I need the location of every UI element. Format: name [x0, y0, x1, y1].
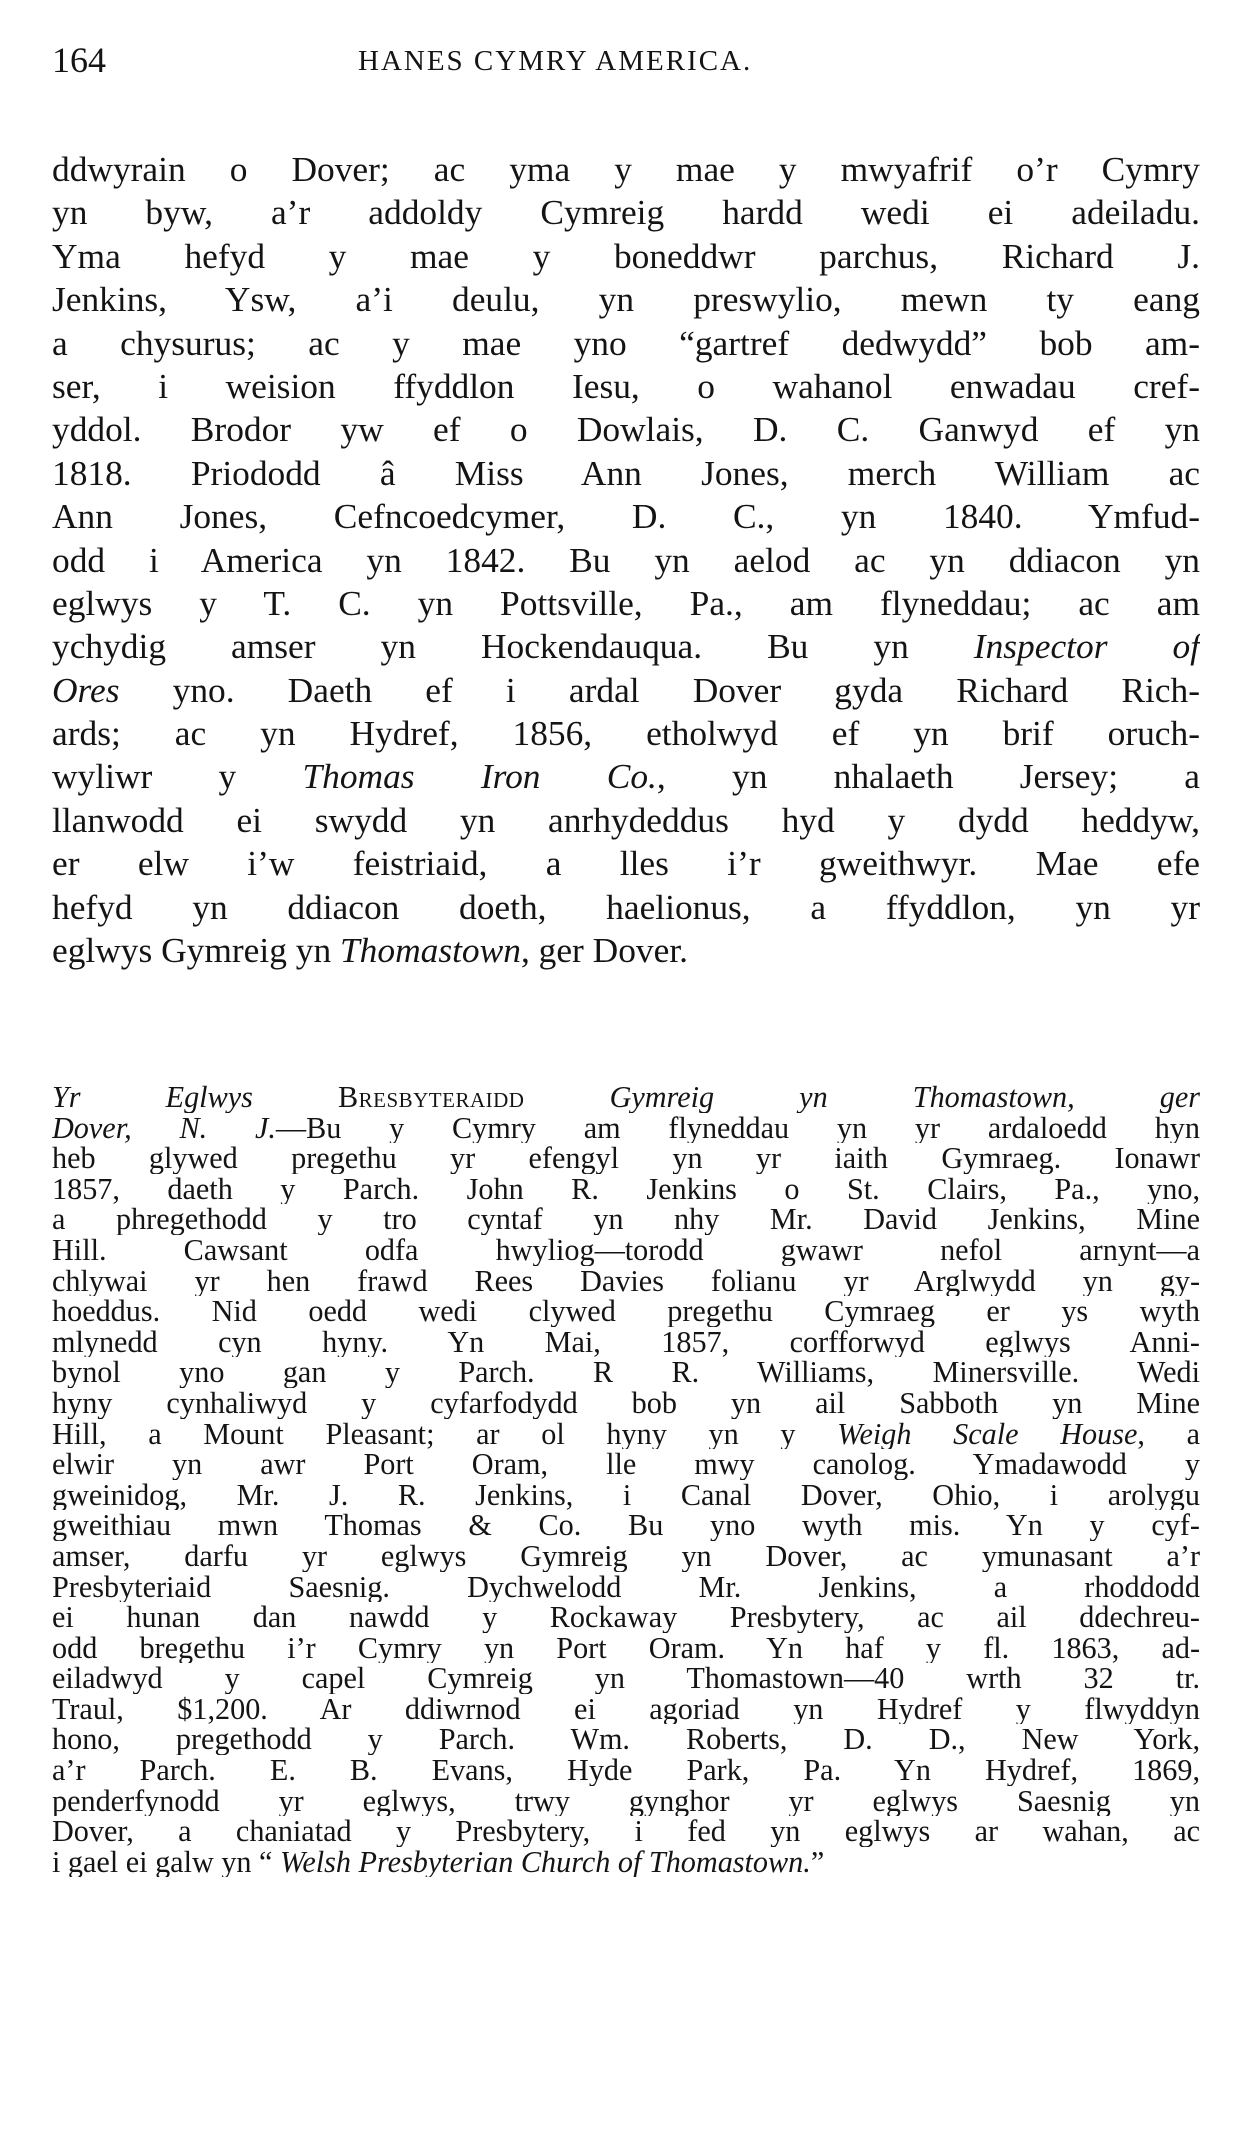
text-line: ser, i weision ffyddlon Iesu, o wahanol enwadau cref- — [52, 365, 1200, 406]
text-line — [52, 669, 1200, 712]
text-line: yddol. Brodor yw ef o Dowlais, D. C. Ganwyd ef yn — [52, 409, 1200, 450]
text-line: gweinidog, Mr. J. R. Jenkins, i Canal Dover, Ohio, i arolygu — [52, 1479, 1200, 1511]
text-line: hono, pregethodd y Parch. Wm. Roberts, D. D., New York, — [52, 1724, 1200, 1756]
text-run: ychydig amser yn Hockendauqua. Bu yn — [52, 626, 974, 667]
text-line: amser, darfu yr eglwys Gymreig yn Dover, ac ymunasant a’r — [52, 1540, 1200, 1572]
text-run: , yn nhalaeth Jersey; a — [656, 756, 1200, 797]
text-line: Hill. Cawsant odfa hwyliog—torodd gwawr nefol arnynt—a — [52, 1234, 1200, 1266]
text-line — [52, 1847, 1200, 1878]
text-line: heb glywed pregethu yr efengyl yn yr iaith Gymraeg. Ionawr — [52, 1143, 1200, 1174]
text-line: er elw i’w feistriaid, a lles i’r gweithwyr. Mae efe — [52, 843, 1200, 884]
text-line: 1857, daeth y Parch. John R. Jenkins o St. Clairs, Pa., yno, — [52, 1173, 1200, 1205]
text-line: mlynedd cyn hyny. Yn Mai, 1857, corfforwyd eglwys Anni- — [52, 1326, 1200, 1358]
text-line — [52, 625, 1200, 668]
text-line: Traul, $1,200. Ar ddiwrnod ei agoriad yn Hydref y flwyddyn — [52, 1693, 1200, 1725]
italic-term: Yr Eglwys — [52, 1082, 253, 1113]
main-paragraph — [52, 148, 1200, 972]
text-line: chlywai yr hen frawd Rees Davies folianu yr Arglwydd yn gy- — [52, 1265, 1200, 1297]
text-line: ei hunan dan nawdd y Rockaway Presbytery, ac ail ddechreu- — [52, 1602, 1200, 1633]
text-line: Ann Jones, Cefncoedcymer, D. C., yn 1840. Ymfud- — [52, 496, 1200, 537]
running-head: HANES CYMRY AMERICA. — [358, 45, 753, 77]
page-number: 164 — [52, 40, 106, 80]
text-line — [52, 1419, 1200, 1450]
text-run: Hill, a Mount Pleasant; ar ol hyny yn y — [52, 1418, 838, 1450]
section-paragraph — [52, 1082, 1200, 1877]
italic-term: Ores — [52, 669, 120, 710]
text-line: a chysurus; ac y mae yno “gartref dedwydd” bob am- — [52, 322, 1200, 363]
text-line: hoeddus. Nid oedd wedi clywed pregethu Cymraeg er ys wyth — [52, 1296, 1200, 1327]
text-line: Dover, a chaniatad y Presbytery, i fed yn eglwys ar wahan, ac — [52, 1816, 1200, 1847]
text-line: elwir yn awr Port Oram, lle mwy canolog. Ymadawodd y — [52, 1449, 1200, 1480]
text-line: a’r Parch. E. B. Evans, Hyde Park, Pa. Yn Hydref, 1869, — [52, 1755, 1200, 1786]
text-run: yno. Daeth ef i ardal Dover gyda Richard Rich- — [119, 669, 1200, 710]
text-line: Yma hefyd y mae y boneddwr parchus, Richard J. — [52, 235, 1200, 276]
text-line: hyny cynhaliwyd y cyfarfodydd bob yn ail Sabboth yn Mine — [52, 1387, 1200, 1419]
text-line: llanwodd ei swydd yn anrhydeddus hyd y dydd heddyw, — [52, 799, 1200, 840]
text-line: yn byw, a’r addoldy Cymreig hardd wedi ei adeiladu. — [52, 192, 1200, 233]
text-line — [52, 929, 1200, 972]
text-line: hefyd yn ddiacon doeth, haelionus, a ffyddlon, yn yr — [52, 886, 1200, 927]
italic-term: Thomastown — [340, 930, 521, 971]
italic-term: Dover, N. J. — [52, 1112, 276, 1144]
text-run: , ger Dover. — [520, 930, 689, 971]
text-line — [52, 1113, 1200, 1144]
text-line: Jenkins, Ysw, a’i deulu, yn preswylio, mewn ty eang — [52, 279, 1200, 320]
small-caps-term: Bresbyteraidd — [337, 1082, 525, 1113]
italic-term: Weigh Scale House — [837, 1418, 1138, 1450]
text-line: 1818. Priododd â Miss Ann Jones, merch William ac — [52, 452, 1200, 493]
text-line: odd i America yn 1842. Bu yn aelod ac yn ddiacon yn — [52, 539, 1200, 580]
text-line: odd bregethu i’r Cymry yn Port Oram. Yn haf y fl. 1863, ad- — [52, 1632, 1200, 1664]
italic-term: Welsh Presbyterian Church of Thomastown. — [280, 1846, 811, 1878]
italic-term: Thomas Iron Co. — [302, 756, 657, 797]
text-line: gweithiau mwn Thomas & Co. Bu yno wyth mis. Yn y cyf- — [52, 1510, 1200, 1541]
text-line: a phregethodd y tro cyntaf yn nhy Mr. David Jenkins, Mine — [52, 1204, 1200, 1235]
text-line: bynol yno gan y Parch. R R. Williams, Minersville. Wedi — [52, 1357, 1200, 1388]
text-run: ” — [810, 1846, 825, 1878]
text-line — [52, 755, 1200, 798]
text-line: penderfynodd yr eglwys, trwy gynghor yr eglwys Saesnig yn — [52, 1785, 1200, 1817]
text-line: eglwys y T. C. yn Pottsville, Pa., am flyneddau; ac am — [52, 582, 1200, 623]
text-run: i gael ei galw yn “ — [52, 1846, 280, 1878]
italic-term: Gymreig yn Thomastown, ger — [609, 1082, 1200, 1113]
text-line: ards; ac yn Hydref, 1856, etholwyd ef yn brif oruch- — [52, 713, 1200, 754]
text-line: eiladwyd y capel Cymreig yn Thomastown—40 wrth 32 tr. — [52, 1663, 1200, 1694]
page-header — [52, 40, 1202, 80]
italic-term: Inspector of — [973, 626, 1200, 667]
text-run: eglwys Gymreig yn — [52, 930, 340, 971]
text-line: Presbyteriaid Saesnig. Dychwelodd Mr. Jenkins, a rhoddodd — [52, 1571, 1200, 1603]
text-run: , a — [1137, 1418, 1200, 1450]
text-line: ddwyrain o Dover; ac yma y mae y mwyafrif o’r Cymry — [52, 149, 1200, 189]
text-run: wyliwr y — [52, 756, 303, 797]
text-run: —Bu y Cymry am flyneddau yn yr ardaloedd hyn — [275, 1112, 1200, 1144]
section-heading-line — [52, 1082, 1200, 1113]
